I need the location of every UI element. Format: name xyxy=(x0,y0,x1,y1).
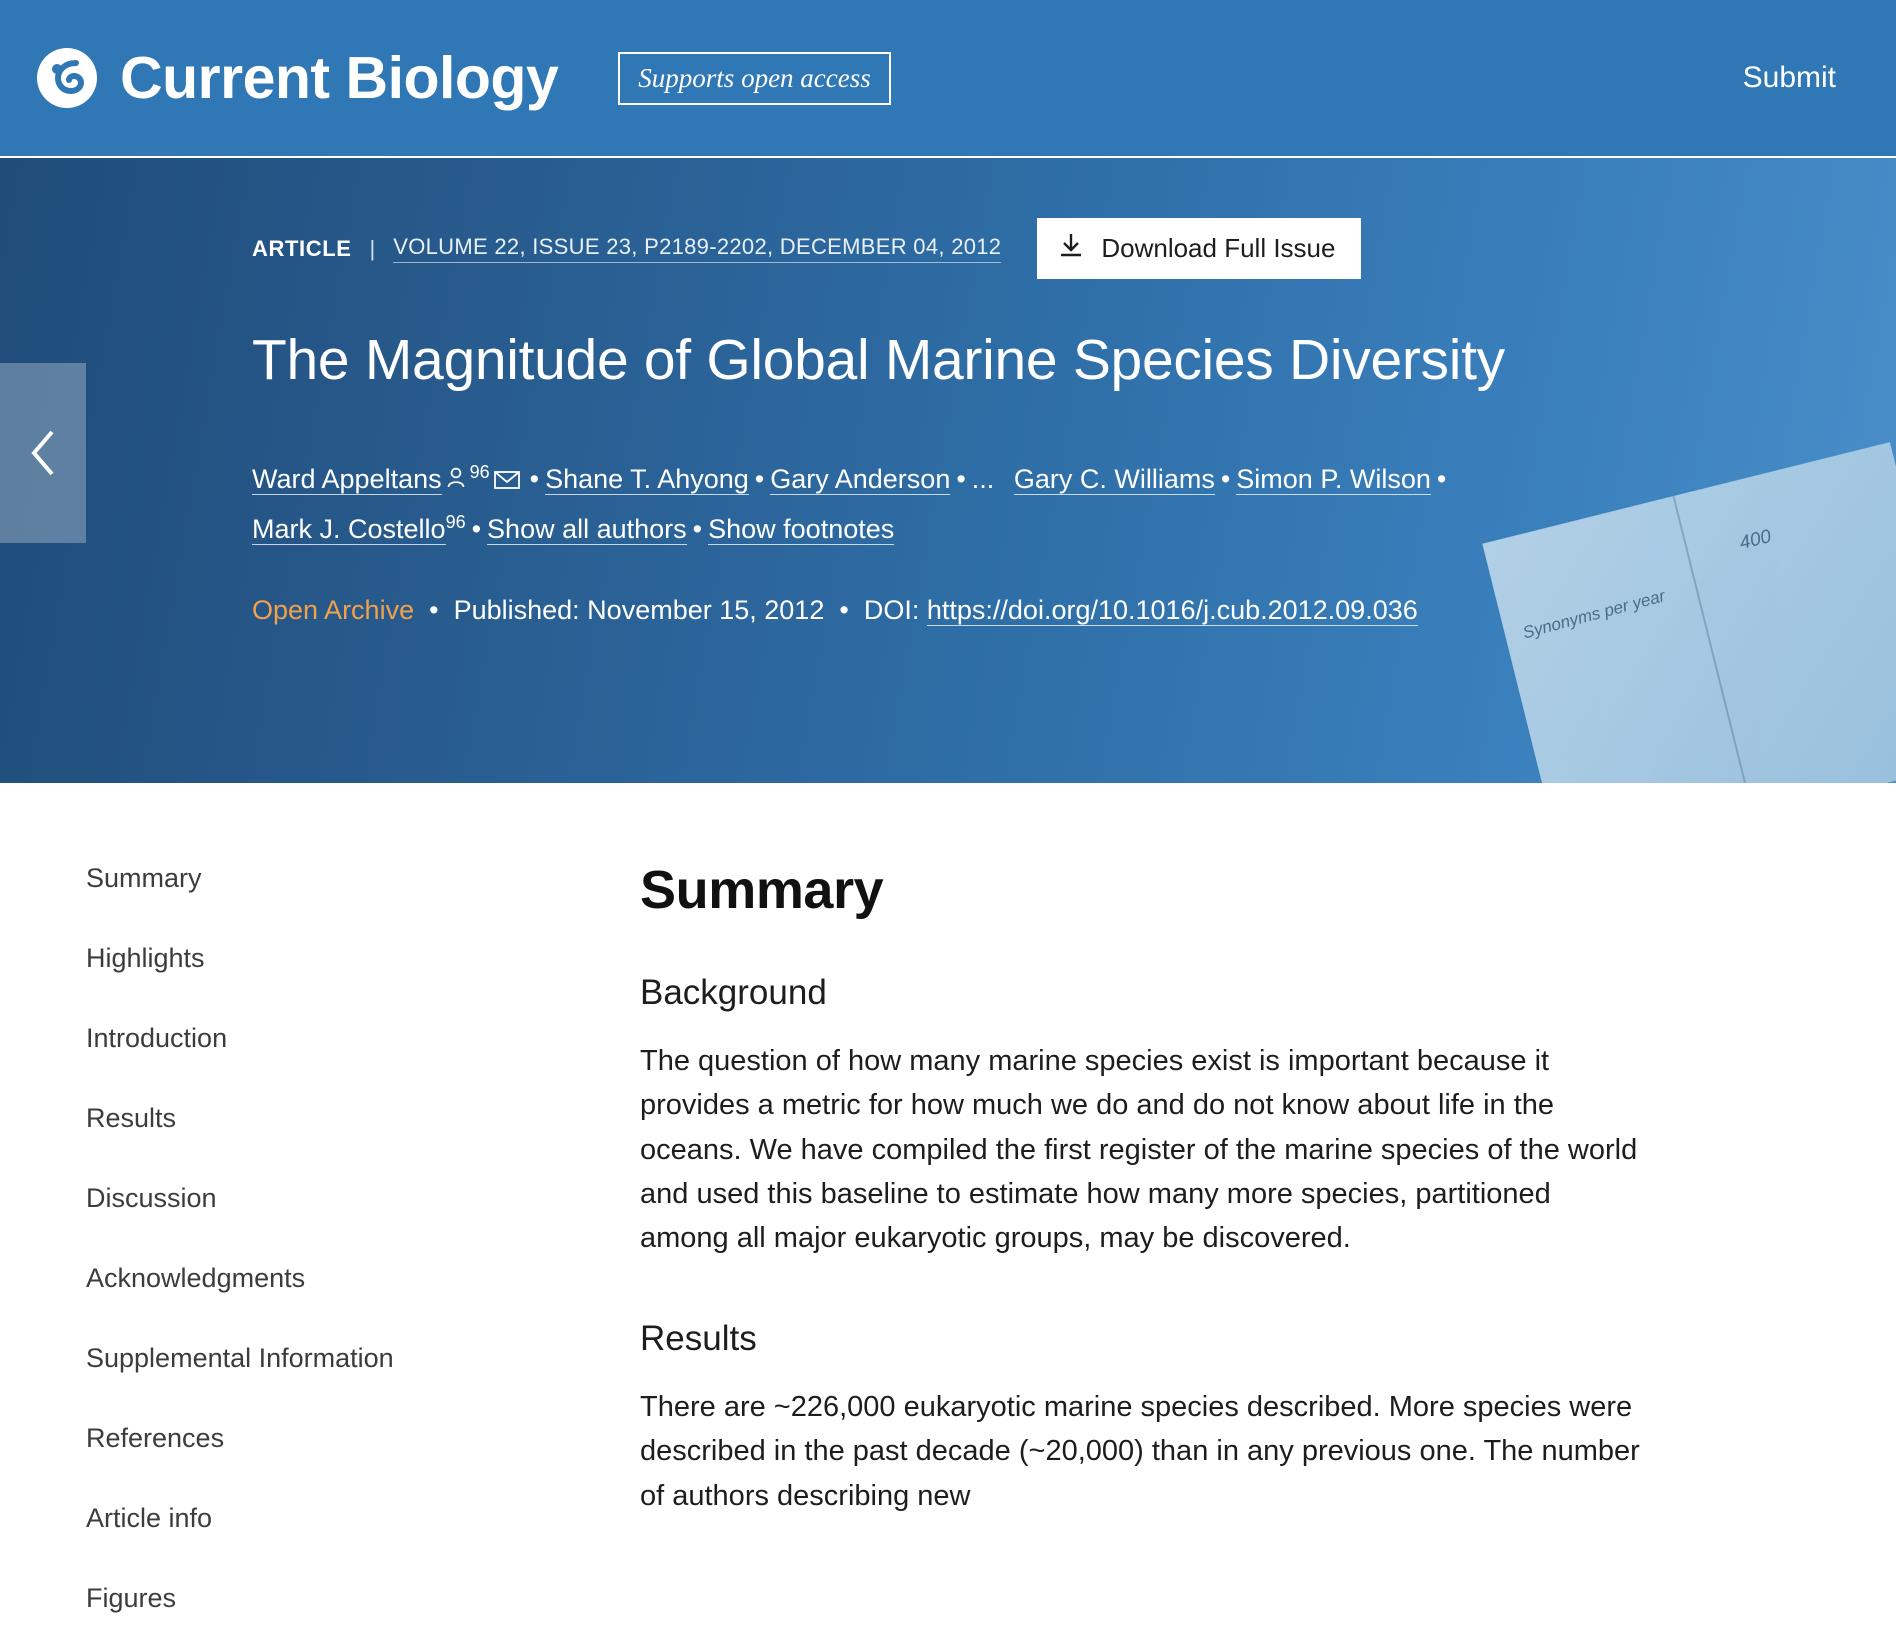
email-icon[interactable] xyxy=(494,457,520,505)
toc-item-highlights[interactable]: Highlights xyxy=(86,943,205,973)
download-full-issue-button[interactable] xyxy=(1037,218,1361,279)
toc-item-figures[interactable]: Figures xyxy=(86,1583,177,1613)
author-separator: • xyxy=(1436,463,1447,494)
author-profile-icon[interactable] xyxy=(446,457,466,505)
author-link[interactable]: Gary C. Williams xyxy=(1013,463,1215,494)
journal-name: Current Biology xyxy=(120,44,559,111)
publication-info xyxy=(252,595,1700,626)
author-separator: • xyxy=(692,513,703,544)
author-separator xyxy=(994,464,1014,494)
page-title: Summary xyxy=(640,860,884,920)
submit-link[interactable]: Submit xyxy=(1742,61,1836,94)
open-archive-label: Open Archive xyxy=(252,594,415,625)
author-link[interactable]: Mark J. Costello xyxy=(252,513,446,544)
article-hero xyxy=(0,158,1896,783)
pubinfo-separator: • xyxy=(421,594,447,625)
article-meta-row xyxy=(252,218,1700,279)
journal-logo[interactable] xyxy=(36,44,559,111)
figure-axis-label: Synonyms per year xyxy=(1520,586,1668,643)
author-link[interactable]: Gary Anderson xyxy=(770,463,951,494)
doi-link[interactable]: https://doi.org/10.1016/j.cub.2012.09.036 xyxy=(926,594,1418,625)
issue-info-link[interactable]: VOLUME 22, ISSUE 23, P2189-2202, DECEMBER 04, 2012 xyxy=(393,234,1001,263)
article-type-label: ARTICLE xyxy=(252,235,352,261)
section-heading-results: Results xyxy=(640,1318,757,1358)
toc-item-article-info[interactable]: Article info xyxy=(86,1503,213,1533)
published-date: Published: November 15, 2012 xyxy=(453,594,825,625)
author-list xyxy=(252,455,1700,553)
author-separator: • xyxy=(1220,463,1231,494)
toc-item-discussion[interactable]: Discussion xyxy=(86,1183,217,1213)
doi-label: DOI: xyxy=(863,594,920,625)
author-link[interactable]: Simon P. Wilson xyxy=(1236,463,1431,494)
download-icon xyxy=(1057,231,1085,266)
download-full-issue-label: Download Full Issue xyxy=(1101,233,1336,263)
show-all-authors-link[interactable]: Show all authors xyxy=(487,513,687,544)
toc-item-acknowledgments[interactable]: Acknowledgments xyxy=(86,1263,306,1293)
author-separator: • xyxy=(754,463,765,494)
author-link[interactable]: Shane T. Ahyong xyxy=(545,463,749,494)
pubinfo-separator: • xyxy=(831,594,857,625)
article-toc xyxy=(0,783,640,1638)
summary-section xyxy=(640,783,1700,1638)
figure-tick-label: 400 xyxy=(1737,526,1774,555)
author-link[interactable]: Ward Appeltans xyxy=(252,463,442,494)
author-separator: • xyxy=(529,463,540,494)
author-separator: • xyxy=(956,463,966,494)
section-heading-background: Background xyxy=(640,973,827,1012)
show-footnotes-link[interactable]: Show footnotes xyxy=(708,513,895,544)
author-separator: • xyxy=(471,513,482,544)
current-biology-logo-icon xyxy=(36,47,98,109)
section-text-results: There are ~226,000 eukaryotic marine species described. More species were described in the past decade (~20,000) than in any previous one. The number of authors describing new xyxy=(640,1390,1640,1512)
section-text-background: The question of how many marine species exist is important because it provides a metric for how much we do and do not know about life in the oceans. We have compiled the first register of the marine species of the world and used this baseline to estimate how many more species, partitioned among all major eukaryotic groups, may be discovered. xyxy=(640,1045,1638,1255)
toc-item-summary[interactable]: Summary xyxy=(86,863,202,893)
toc-item-results[interactable]: Results xyxy=(86,1103,177,1133)
meta-separator: | xyxy=(369,235,376,261)
open-access-badge: Supports open access xyxy=(618,52,890,105)
toc-item-introduction[interactable]: Introduction xyxy=(86,1023,228,1053)
site-header xyxy=(0,0,1896,158)
toc-item-references[interactable]: References xyxy=(86,1423,225,1453)
author-ellipsis: ... xyxy=(971,463,995,494)
article-title: The Magnitude of Global Marine Species Diversity xyxy=(252,328,1505,392)
author-affiliation-sup: 96 xyxy=(469,461,490,482)
toc-item-supplemental-information[interactable]: Supplemental Information xyxy=(86,1343,394,1373)
author-affiliation-sup: 96 xyxy=(445,511,466,532)
article-body xyxy=(0,783,1896,1638)
